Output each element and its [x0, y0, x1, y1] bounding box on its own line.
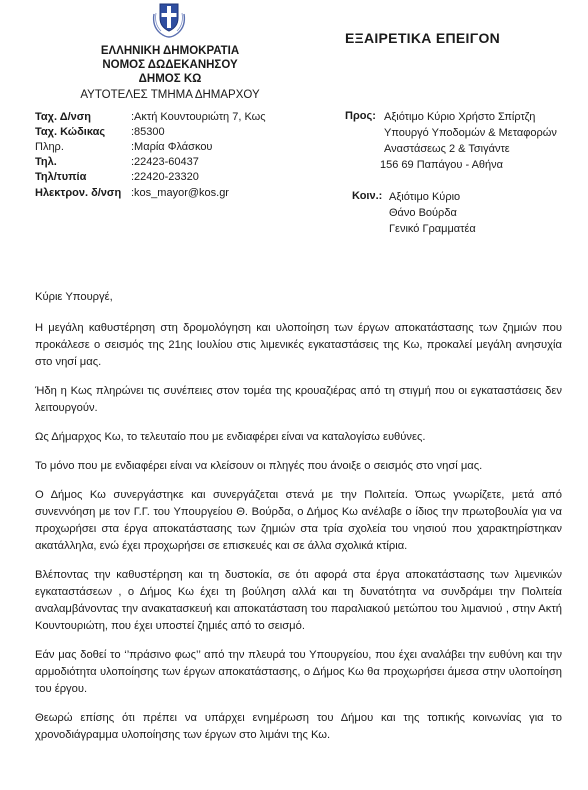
- greek-coat-of-arms-emblem: [150, 0, 188, 38]
- body-paragraph: Ήδη η Κως πληρώνει τις συνέπειες στον τομέα της κρουαζιέρας από τη στιγμή που οι εγκαταστάσεις δεν λειτουργούν.: [35, 385, 562, 414]
- contact-label-address: Ταχ. Δ/νση: [35, 111, 92, 123]
- contact-label-info: Πληρ.: [35, 141, 64, 153]
- body-paragraph: Η μεγάλη καθυστέρηση στη δρομολόγηση και υλοποίηση των έργων αποκατάστασης των ζημιών που προκάλεσε ο σεισμός της 21ης Ιουλίου στις λιμενικές εγκαταστάσεις της Κω, προκαλεί μεγάλη ανησυχία στο νησί μας.: [35, 322, 562, 368]
- contact-value-phone: :22423-60437: [131, 156, 199, 168]
- body-paragraph: Βλέποντας την καθυστέρηση και τη δυστοκία, σε ότι αφορά στα έργα αποκατάστασης των λιμενικών εγκαταστάσεων , ο Δήμος Κω έχει τη βούληση αλλά και τη δυνατότητα να συνδράμει την Πολιτεία αναλαμβάνοντας την ανακατασκευή και αποκατάσταση του παραλιακού μετώπου του λιμανιού , στην Ακτή Κουντουριώτη, που έχει υποστεί ζημιές από το σεισμό.: [35, 569, 562, 632]
- recipient-label: Προς:: [345, 110, 376, 122]
- body-paragraph: Εάν μας δοθεί το ‘’πράσινο φως’’ από την πλευρά του Υπουργείου, που έχει αναλάβει την ευθύνη και την αρμοδιότητα υλοποίησης των έργων αποκατάστασης, ο Δήμος Κω θα προχωρήσει άμεσα στην υλοποίηση του έργου.: [35, 649, 562, 695]
- recipient-line: 156 69 Παπάγου - Αθήνα: [380, 159, 504, 171]
- header-prefecture: ΝΟΜΟΣ ΔΩΔΕΚΑΝΗΣΟΥ: [102, 59, 238, 71]
- contact-value-postcode: :85300: [131, 126, 165, 138]
- urgent-stamp: ΕΞΑΙΡΕΤΙΚΑ ΕΠΕΙΓΟΝ: [345, 30, 501, 46]
- contact-label-postcode: Ταχ. Κώδικας: [35, 126, 106, 138]
- contact-label-fax: Τηλ/τυπία: [35, 171, 87, 183]
- contact-value-fax: :22420-23320: [131, 171, 199, 183]
- cc-line: Αξιότιμο Κύριο: [389, 191, 461, 203]
- header-department: ΑΥΤΟΤΕΛΕΣ ΤΜΗΜΑ ΔΗΜΑΡΧΟΥ: [80, 89, 260, 101]
- salutation: Κύριε Υπουργέ,: [35, 291, 113, 303]
- header-municipality: ΔΗΜΟΣ ΚΩ: [138, 73, 202, 85]
- contact-value-address: :Ακτή Κουντουριώτη 7, Κως: [131, 111, 266, 123]
- recipient-line: Αναστάσεως 2 & Τσιγάντε: [384, 143, 510, 155]
- cc-line: Γενικό Γραμματέα: [389, 223, 476, 235]
- recipient-line: Υπουργό Υποδομών & Μεταφορών: [384, 127, 557, 139]
- body-paragraph: Ως Δήμαρχος Κω, το τελευταίο που με ενδιαφέρει είναι να καταλογίσω ευθύνες.: [35, 431, 426, 443]
- contact-label-phone: Τηλ.: [35, 156, 57, 168]
- body-paragraph: Το μόνο που με ενδιαφέρει είναι να κλείσουν οι πληγές που άνοιξε ο σεισμός στο νησί μας.: [35, 460, 483, 472]
- cc-label: Κοιν.:: [352, 190, 383, 202]
- cc-line: Θάνο Βούρδα: [389, 207, 457, 219]
- recipient-line: Αξιότιμο Κύριο Χρήστο Σπίρτζη: [384, 111, 536, 123]
- contact-label-email: Ηλεκτρον. δ/νση: [35, 187, 122, 199]
- body-paragraph: Θεωρώ επίσης ότι πρέπει να υπάρχει ενημέρωση του Δήμου και της τοπικής κοινωνίας για το χρονοδιάγραμμα υλοποίησης των έργων στο λιμάνι της Κω.: [35, 712, 562, 741]
- header-republic: ΕΛΛΗΝΙΚΗ ΔΗΜΟΚΡΑΤΙΑ: [100, 45, 240, 57]
- body-paragraph: Ο Δήμος Κω συνεργάστηκε και συνεργάζεται στενά με την Πολιτεία. Όπως γνωρίζετε, μετά από συνεννόηση με τον Γ.Γ. του Υπουργείου Θ. Βούρδα, ο Δήμος Κω ανέλαβε ο ίδιος την πρωτοβουλία για να προχωρήσει στα έργα αποκατάστασης των ζημιών στα τρία σχολεία του νησιού που χαρακτηρίστηκαν ακατάλληλα, ενώ έχει προχωρήσει σε επισκευές και σε άλλα σχολικά κτίρια.: [35, 489, 562, 552]
- contact-value-email[interactable]: :kos_mayor@kos.gr: [131, 187, 229, 199]
- contact-value-info: :Μαρία Φλάσκου: [131, 141, 213, 153]
- letter-body: [35, 289, 562, 756]
